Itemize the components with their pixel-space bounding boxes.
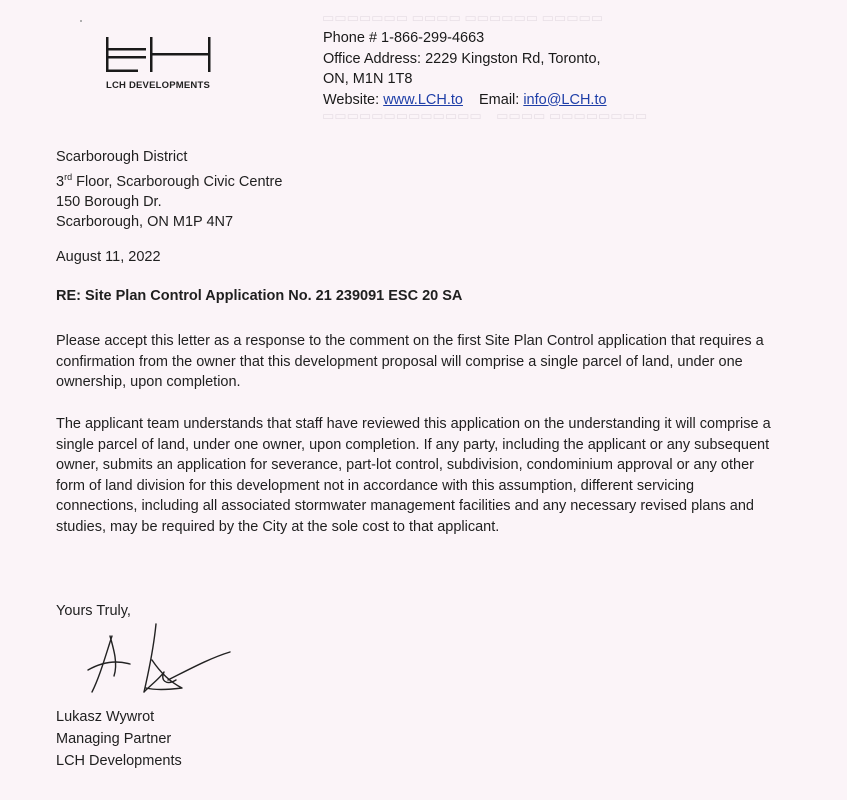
phone-line: Phone # 1-866-299-4663 [323, 30, 485, 46]
handwritten-signature [84, 620, 244, 702]
body-paragraph-1: Please accept this letter as a response to the comment on the first Site Plan Control application that requires a confirmation from the owner that this development proposal will comprise a single parcel of land, under one ownership, upon completion. [56, 333, 764, 390]
contact-block [323, 28, 607, 110]
office-address-line2: ON, M1N 1T8 [323, 71, 413, 87]
signature-block [56, 706, 182, 772]
subject-line: RE: Site Plan Control Application No. 21 239091 ESC 20 SA [56, 288, 463, 304]
logo-company-name: LCH DEVELOPMENTS [105, 80, 210, 91]
email-label: Email: [479, 91, 520, 108]
recipient-line1: Scarborough District [56, 149, 188, 165]
bleed-through-line: ▭▭▭▭▭▭▭ ▭▭▭▭ ▭▭▭▭▭▭ ▭▭▭▭▭ [322, 10, 604, 25]
website-email-line [323, 90, 607, 111]
scan-speck [80, 20, 82, 22]
bleed-through-line: ▭▭▭▭▭▭▭▭▭▭▭▭▭ ▭▭▭▭ ▭▭▭▭▭▭▭▭ [322, 108, 648, 123]
signer-title: Managing Partner [56, 731, 172, 747]
recipient-line4: Scarborough, ON M1P 4N7 [56, 213, 234, 230]
floor-number: 3 [56, 173, 65, 190]
signer-name: Lukasz Wywrot [56, 709, 155, 725]
office-address-line1: Office Address: 2229 Kingston Rd, Toronto, [323, 50, 601, 67]
closing-salutation: Yours Truly, [56, 603, 131, 619]
lch-logo-icon [96, 34, 220, 78]
recipient-line2 [56, 167, 282, 192]
recipient-line3: 150 Borough Dr. [56, 193, 162, 210]
recipient-address [56, 147, 282, 232]
floor-suffix: rd [64, 172, 73, 182]
website-label: Website: [323, 91, 380, 108]
signer-company: LCH Developments [56, 753, 182, 769]
letter-date: August 11, 2022 [56, 249, 161, 265]
body-paragraph-2: The applicant team understands that staff have reviewed this application on the understanding it will comprise a single parcel of land, under one owner, upon completion. If any party, including the applicant or any subsequent owner, submits an application for severance, part-lot control, subdivision, condominium approval or any other form of land division for this development not in accordance with this assumption, different servicing connections, including all associated stormwater management facilities and any necessary revised plans and studies, may be required by the City at the sole cost to that applicant. [56, 416, 771, 535]
floor-rest: Floor, Scarborough Civic Centre [72, 173, 283, 190]
company-logo [88, 34, 228, 94]
website-link[interactable]: www.LCH.to [383, 91, 463, 108]
email-link[interactable]: info@LCH.to [523, 91, 607, 108]
